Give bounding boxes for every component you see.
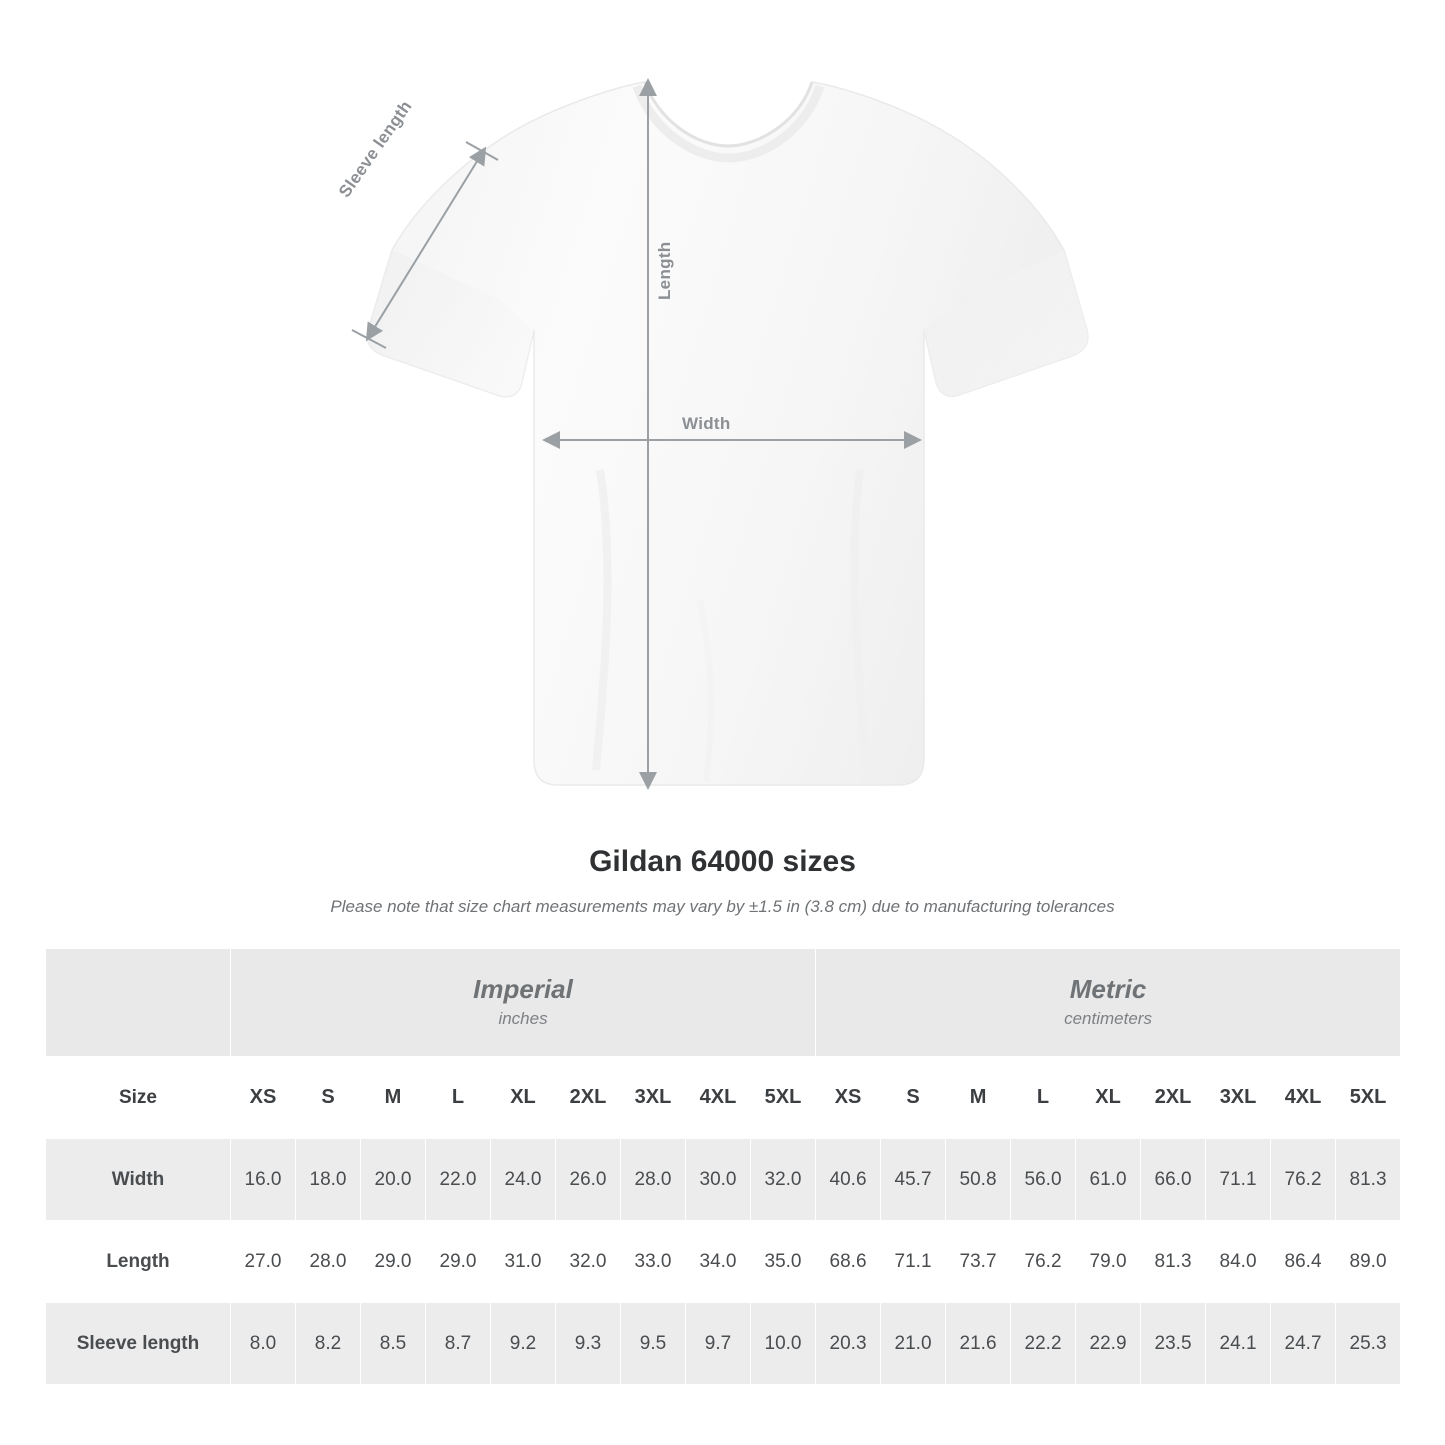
size-header-cell: XL <box>1076 1057 1141 1139</box>
cell-value: 22.9 <box>1076 1303 1141 1385</box>
title-block <box>0 845 1445 917</box>
cell-value: 9.2 <box>491 1303 556 1385</box>
cell-value: 22.0 <box>426 1139 491 1221</box>
imperial-name: Imperial <box>473 973 573 1004</box>
size-header-cell: XS <box>816 1057 881 1139</box>
cell-value: 22.2 <box>1011 1303 1076 1385</box>
row-label-width: Width <box>46 1139 231 1221</box>
cell-value: 27.0 <box>231 1221 296 1303</box>
cell-value: 28.0 <box>296 1221 361 1303</box>
cell-value: 28.0 <box>621 1139 686 1221</box>
row-label-length: Length <box>46 1221 231 1303</box>
tolerance-note: Please note that size chart measurements may vary by ±1.5 in (3.8 cm) due to manufacturing tolerances <box>330 897 1115 916</box>
size-header-cell: XS <box>231 1057 296 1139</box>
cell-value: 8.0 <box>231 1303 296 1385</box>
cell-value: 24.0 <box>491 1139 556 1221</box>
size-header-cell: 5XL <box>1336 1057 1401 1139</box>
imperial-sub: inches <box>498 1009 548 1029</box>
cell-value: 8.2 <box>296 1303 361 1385</box>
cell-value: 16.0 <box>231 1139 296 1221</box>
row-label-sleeve-length: Sleeve length <box>46 1303 231 1385</box>
size-table <box>45 948 1401 1385</box>
unit-row-spacer <box>46 949 231 1057</box>
cell-value: 68.6 <box>816 1221 881 1303</box>
sleeve-length-label: Sleeve length <box>335 97 416 201</box>
size-header-cell: L <box>1011 1057 1076 1139</box>
cell-value: 10.0 <box>751 1303 816 1385</box>
size-header-cell: 2XL <box>556 1057 621 1139</box>
cell-value: 25.3 <box>1336 1303 1401 1385</box>
cell-value: 76.2 <box>1011 1221 1076 1303</box>
cell-value: 32.0 <box>556 1221 621 1303</box>
cell-value: 20.0 <box>361 1139 426 1221</box>
size-header-label: Size <box>46 1057 231 1139</box>
table-row <box>46 1221 1401 1303</box>
cell-value: 29.0 <box>361 1221 426 1303</box>
size-header-cell: M <box>361 1057 426 1139</box>
size-header-cell: M <box>946 1057 1011 1139</box>
cell-value: 84.0 <box>1206 1221 1271 1303</box>
size-header-row <box>46 1057 1401 1139</box>
cell-value: 8.7 <box>426 1303 491 1385</box>
cell-value: 26.0 <box>556 1139 621 1221</box>
cell-value: 8.5 <box>361 1303 426 1385</box>
size-header-cell: 2XL <box>1141 1057 1206 1139</box>
cell-value: 33.0 <box>621 1221 686 1303</box>
cell-value: 81.3 <box>1336 1139 1401 1221</box>
size-header-cell: S <box>296 1057 361 1139</box>
cell-value: 29.0 <box>426 1221 491 1303</box>
size-header-cell: L <box>426 1057 491 1139</box>
table-row <box>46 1303 1401 1385</box>
cell-value: 31.0 <box>491 1221 556 1303</box>
cell-value: 45.7 <box>881 1139 946 1221</box>
cell-value: 9.5 <box>621 1303 686 1385</box>
size-header-cell: 5XL <box>751 1057 816 1139</box>
cell-value: 23.5 <box>1141 1303 1206 1385</box>
cell-value: 30.0 <box>686 1139 751 1221</box>
cell-value: 86.4 <box>1271 1221 1336 1303</box>
cell-value: 21.0 <box>881 1303 946 1385</box>
cell-value: 9.3 <box>556 1303 621 1385</box>
size-table-wrapper <box>45 948 1400 1385</box>
cell-value: 71.1 <box>881 1221 946 1303</box>
cell-value: 81.3 <box>1141 1221 1206 1303</box>
cell-value: 32.0 <box>751 1139 816 1221</box>
cell-value: 18.0 <box>296 1139 361 1221</box>
cell-value: 56.0 <box>1011 1139 1076 1221</box>
cell-value: 34.0 <box>686 1221 751 1303</box>
size-header-cell: XL <box>491 1057 556 1139</box>
table-row <box>46 1139 1401 1221</box>
unit-system-imperial <box>231 949 816 1057</box>
cell-value: 9.7 <box>686 1303 751 1385</box>
cell-value: 40.6 <box>816 1139 881 1221</box>
cell-value: 20.3 <box>816 1303 881 1385</box>
cell-value: 66.0 <box>1141 1139 1206 1221</box>
length-label: Length <box>655 241 674 300</box>
size-header-cell: 3XL <box>621 1057 686 1139</box>
size-header-cell: 3XL <box>1206 1057 1271 1139</box>
unit-system-row <box>46 949 1401 1057</box>
cell-value: 79.0 <box>1076 1221 1141 1303</box>
page-title: Gildan 64000 sizes <box>589 845 856 878</box>
cell-value: 50.8 <box>946 1139 1011 1221</box>
metric-sub: centimeters <box>1064 1009 1152 1029</box>
metric-name: Metric <box>1069 973 1147 1004</box>
size-header-cell: 4XL <box>686 1057 751 1139</box>
cell-value: 21.6 <box>946 1303 1011 1385</box>
cell-value: 71.1 <box>1206 1139 1271 1221</box>
cell-value: 76.2 <box>1271 1139 1336 1221</box>
width-label: Width <box>682 414 731 433</box>
cell-value: 24.7 <box>1271 1303 1336 1385</box>
cell-value: 35.0 <box>751 1221 816 1303</box>
cell-value: 61.0 <box>1076 1139 1141 1221</box>
cell-value: 24.1 <box>1206 1303 1271 1385</box>
size-header-cell: S <box>881 1057 946 1139</box>
cell-value: 89.0 <box>1336 1221 1401 1303</box>
unit-system-metric <box>816 949 1401 1057</box>
size-header-cell: 4XL <box>1271 1057 1336 1139</box>
cell-value: 73.7 <box>946 1221 1011 1303</box>
